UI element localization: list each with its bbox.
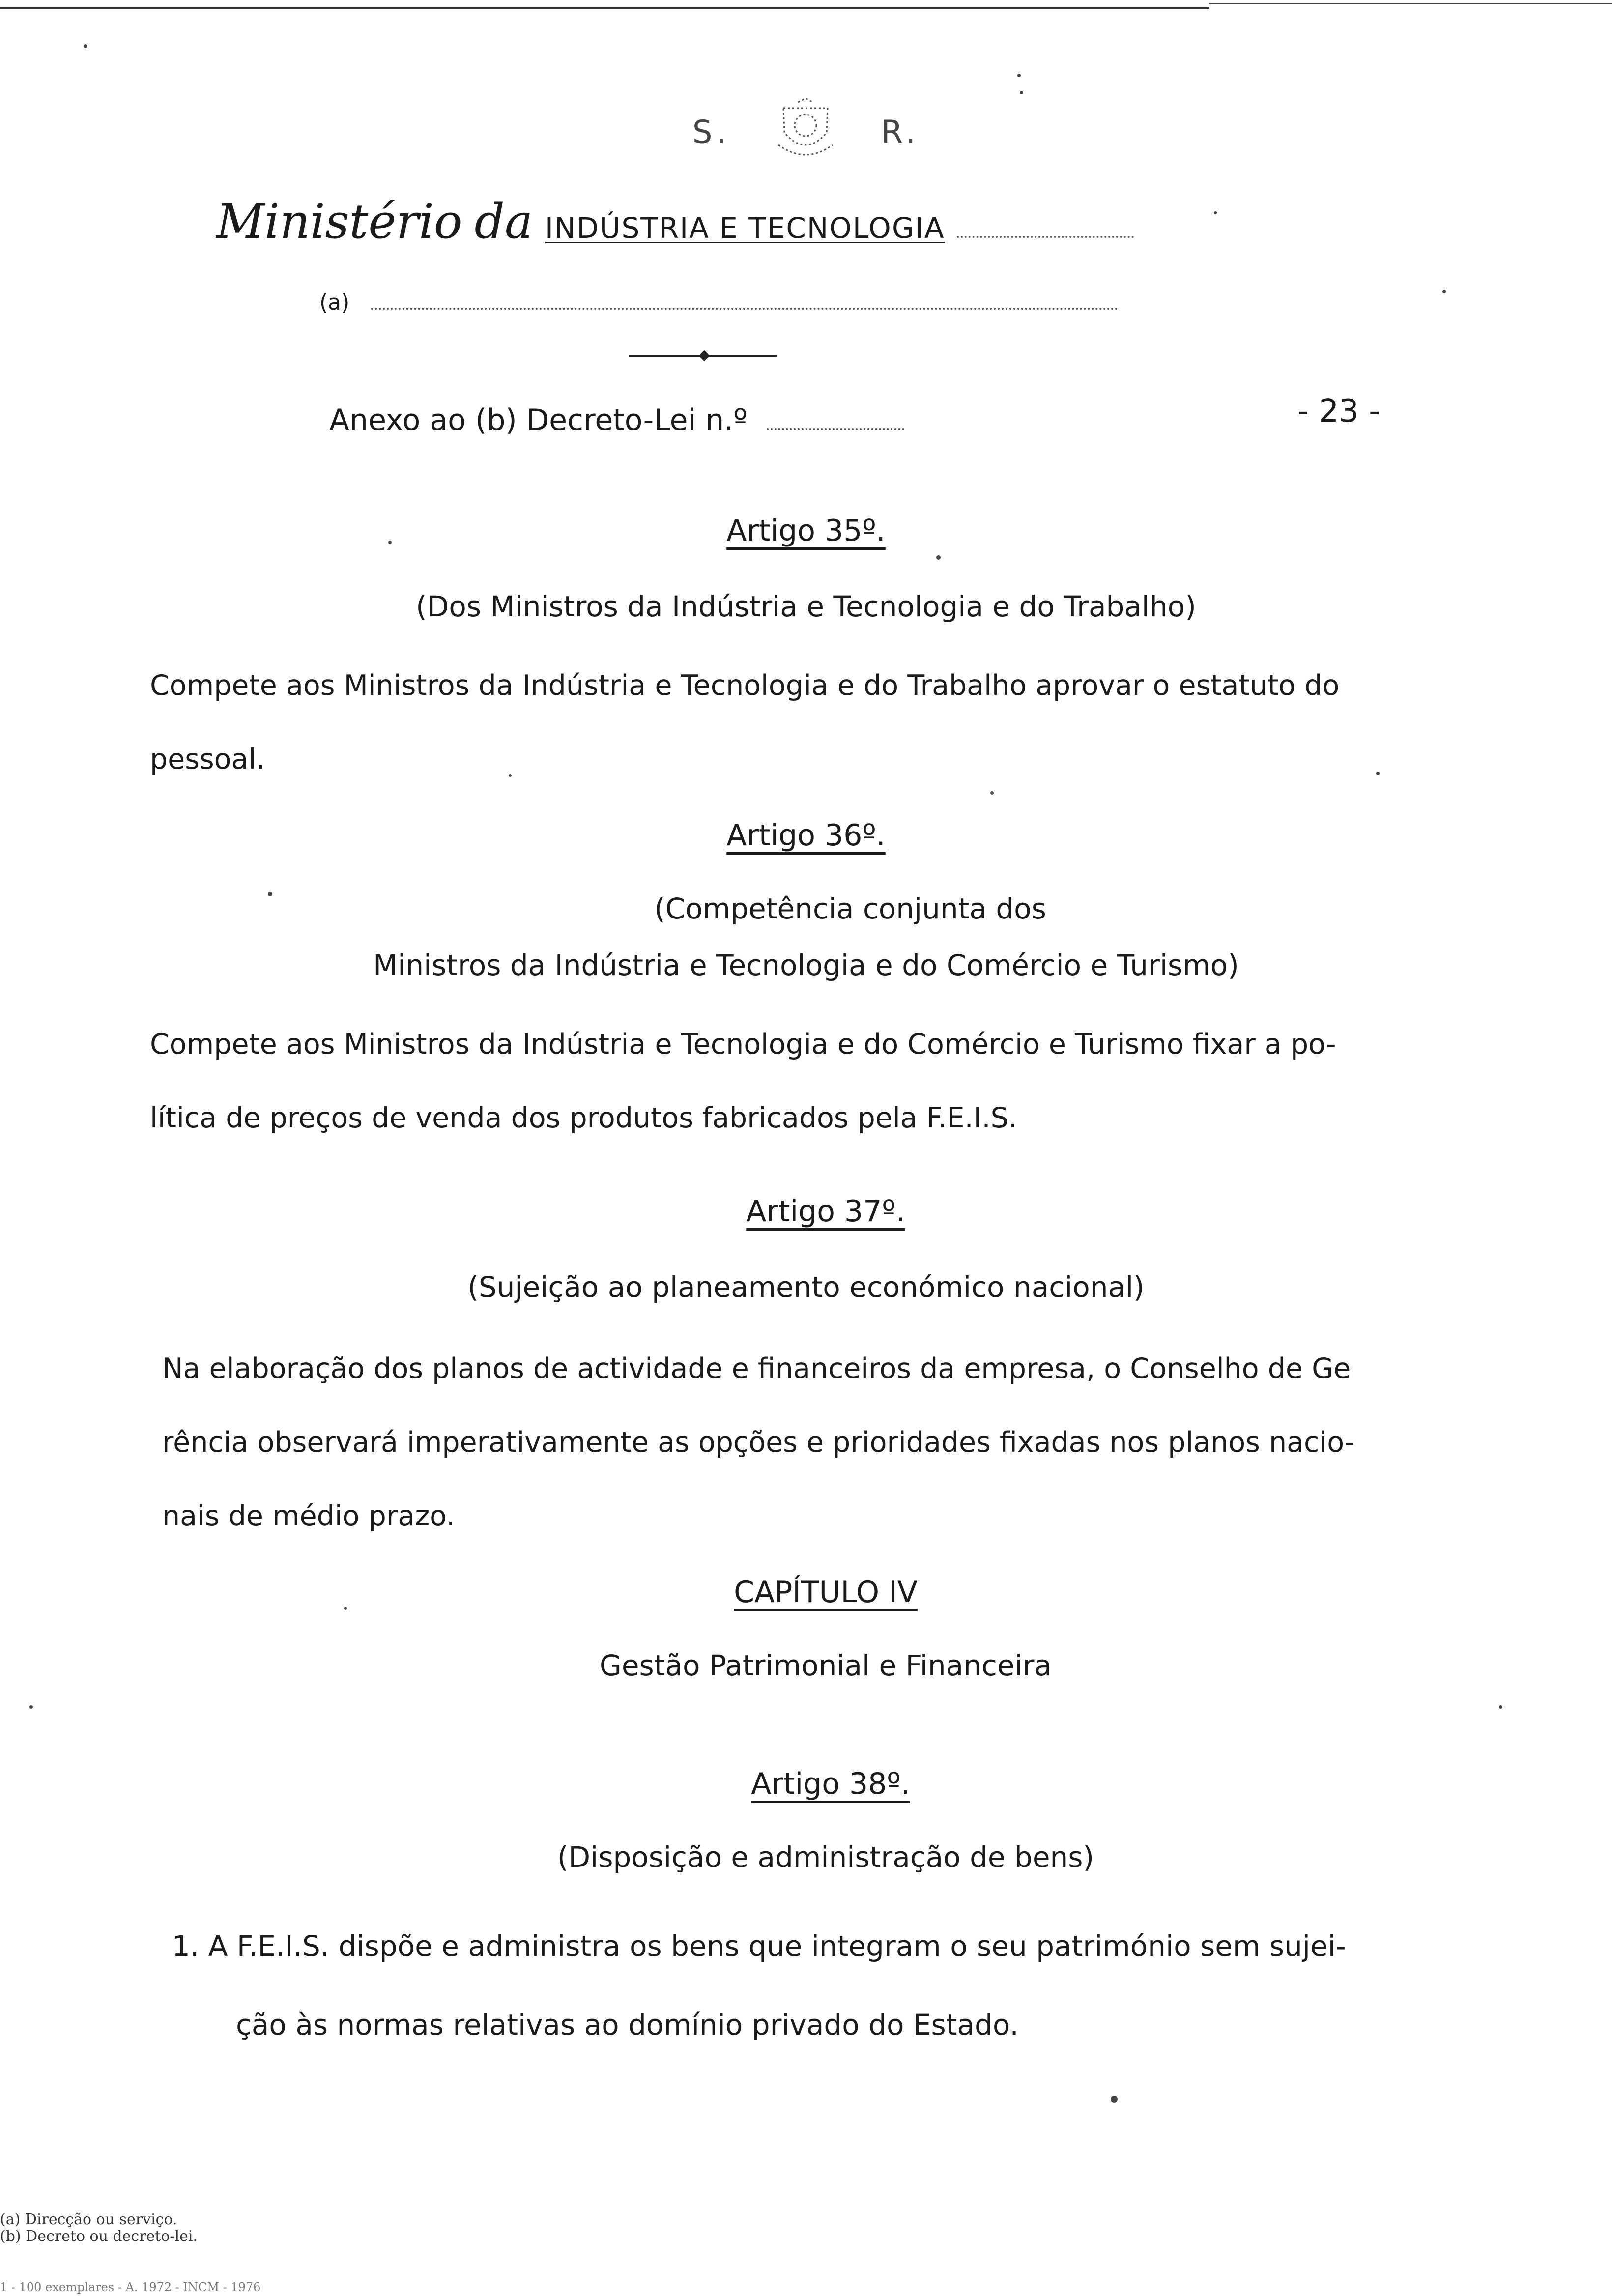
scan-speck [1111,2096,1118,2103]
chapter-4-heading: CAPÍTULO IV [734,1575,918,1609]
article-37-line-1: Na elaboração dos planos de actividade e financeiros da empresa, o Conselho de Ge [162,1352,1351,1385]
scan-speck [1017,74,1021,77]
republic-seal-header [0,98,1612,170]
article-35-line-2: pessoal. [150,743,265,775]
ministry-name: INDÚSTRIA E TECNOLOGIA [545,211,945,245]
article-38-body [172,1907,1430,2064]
annex-line [329,403,904,437]
scan-speck [84,44,87,48]
seal-letter-left: S. [692,114,730,151]
article-38-line-1: 1. A F.E.I.S. dispõe e administra os bens que integram o seu património sem sujei- [172,1929,1346,1963]
article-37-heading: Artigo 37º. [746,1194,905,1229]
article-37-line-2: rência observará imperativamente as opções e prioridades fixadas nos planos nacio- [162,1426,1355,1459]
article-36-subtitle-1: (Competência conjunta dos [654,892,1046,925]
annex-text: Anexo ao (b) Decreto-Lei n.º [329,403,748,437]
article-38-heading: Artigo 38º. [751,1767,910,1801]
scan-speck [1499,1705,1502,1709]
top-border-rule [0,7,1209,9]
ministry-dotted-fill [957,236,1134,238]
scan-speck [509,774,512,777]
article-35-line-1: Compete aos Ministros da Indústria e Tecnologia e do Trabalho aprovar o estatuto do [150,669,1340,702]
article-36-line-2: lítica de preços de venda dos produtos fabricados pela F.E.I.S. [150,1102,1017,1134]
article-35-subtitle: (Dos Ministros da Indústria e Tecnologia e do Trabalho) [416,590,1196,623]
footnote-a: (a) Direcção ou serviço. [0,2211,177,2228]
ornament-divider-diamond [699,350,710,362]
article-36-heading: Artigo 36º. [726,818,886,853]
seal-letter-right: R. [881,114,920,151]
chapter-4-subtitle: Gestão Patrimonial e Financeira [599,1649,1052,1682]
article-37-line-3: nais de médio prazo. [162,1500,456,1532]
article-37-subtitle: (Sujeição ao planeamento económico nacional) [467,1270,1145,1304]
service-dotted-fill [371,308,1118,310]
service-line-label: (a) [319,290,350,315]
article-37-body [162,1332,1430,1553]
ministry-article: da [474,194,533,249]
scan-speck [1214,211,1217,214]
article-38-subtitle: (Disposição e administração de bens) [557,1840,1094,1874]
article-35-heading: Artigo 35º. [726,514,886,548]
footnote-b: (b) Decreto ou decreto-lei. [0,2228,198,2245]
printer-imprint: 1 - 100 exemplares - A. 1972 - INCM - 1976 [0,2280,261,2294]
scan-speck [1020,91,1023,94]
scan-speck [1376,772,1380,775]
coat-of-arms-icon [769,98,842,170]
scan-speck [990,791,994,795]
scan-speck [388,541,392,544]
page-number: - 23 - [1297,393,1381,430]
article-36-line-1: Compete aos Ministros da Indústria e Tecnologia e do Comércio e Turismo fixar a po- [150,1028,1336,1061]
article-36-body [150,1007,1438,1155]
scan-speck [1442,290,1446,293]
scan-speck [29,1705,33,1709]
article-35-body [150,649,1438,796]
annex-dotted-fill [767,428,904,430]
top-border-rule-right [1209,3,1612,4]
article-38-line-2: ção às normas relativas ao domínio privado do Estado. [236,2008,1019,2041]
scan-speck [268,892,272,896]
scan-speck [936,555,941,560]
ministry-prefix: Ministério [216,194,462,249]
ministry-line [216,194,1134,249]
service-line [319,290,1118,315]
scan-speck [344,1607,347,1610]
footnotes [0,2211,198,2245]
article-36-subtitle-2: Ministros da Indústria e Tecnologia e do Comércio e Turismo) [373,948,1239,982]
